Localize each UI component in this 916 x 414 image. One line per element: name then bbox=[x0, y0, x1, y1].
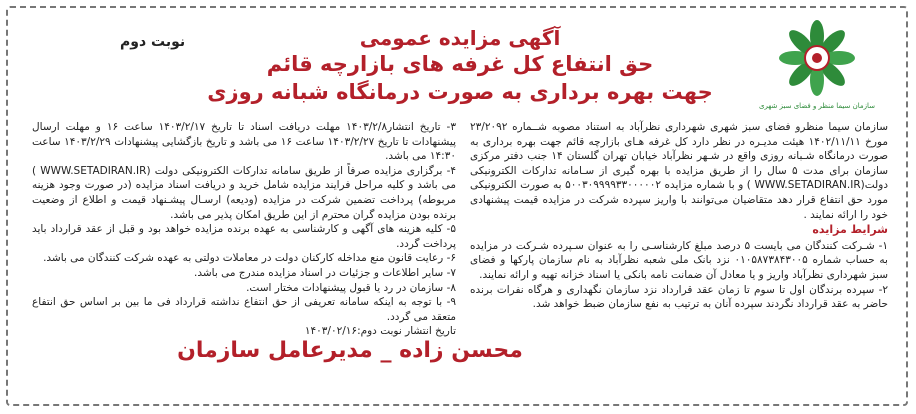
logo-caption: سازمان سیما منظر و فضای سبز شهری bbox=[758, 102, 876, 110]
condition-item: ۸- سازمان در رد یا قبول پیشنهادات مختار است. bbox=[246, 281, 456, 294]
publication-round-label: نوبت دوم bbox=[120, 34, 186, 50]
ad-subtitle-line2: جهت بهره برداری به صورت درمانگاه شبانه روزی bbox=[207, 80, 713, 104]
left-column bbox=[32, 120, 456, 339]
condition-item: ۵- کلیه هزینه های آگهی و کارشناسی به عهده برنده مزایده خواهد بود و قبل از عقد قرارداد باید پرداخت گردد. bbox=[32, 223, 456, 250]
ad-subtitle-line1: حق انتفاع کل غرفه های بازارچه قائم bbox=[266, 52, 654, 76]
condition-item: ۳- تاریخ انتشار۱۴۰۳/۲/۸ مهلت دریافت اسناد تا تاریخ ۱۴۰۳/۲/۱۷ ساعت ۱۶ و مهلت ارسال پیشنهادات تا تاریخ ۱۴۰۳/۲/۲۷ ساعت ۱۶ می باشد و تاریخ بازگشایی پیشنهادات ۱۴۰۳/۲/۲۹ ساعت ۱۴:۳۰ می باشد. bbox=[32, 121, 456, 163]
condition-item: ۷- سایر اطلاعات و جزئیات در اسناد مزایده مندرج می باشد. bbox=[193, 266, 456, 279]
leaf-emblem-icon bbox=[752, 18, 882, 118]
condition-item: ۴- برگزاری مزایده صرفاً از طریق سامانه تدارکات الکترونیکی دولت (WWW.SETADIRAN.IR ) می باشد و کلیه مراحل فرایند مزایده شامل خرید و دریافت اسناد مزایده (در صورت وجود هزینه مربوطه) پرداخت تضمین شرکت در مزایده (ودیعه) ارسـال پیشـنهاد قیمت و اطلاع از وضعیت برنده بودن مزایده گران محترم از این طریق امکان پذیر می باشد. bbox=[32, 164, 457, 221]
condition-item: ۱- شـرکت کنندگان می بایست ۵ درصد مبلغ کارشناسـی را به عنوان سـپرده شـرکت در مزایده به حساب شماره ۰۱۰۵۸۷۳۸۴۳۰۰۵ نزد بانک ملی شعبه نظرآباد به نام سازمان پارکها و فضای سبز شهرداری نظرآباد واریز و یا معادل آن ضمانت نامه بانکی یا اسناد خزانه تهیه و ارائه نمایند. bbox=[470, 239, 888, 281]
condition-item: ۹- با توجه به اینکه سامانه تعریفی از حق انتفاع نداشته قرارداد فی ما بین بر اساس حق انتفاع متعقد می گردد. bbox=[32, 296, 456, 323]
conditions-heading: شرایط مزایده bbox=[812, 223, 888, 237]
organization-logo bbox=[752, 18, 882, 118]
condition-item: ۶- رعایت قانون منع مداخله کارکنان دولت در معاملات دولتی به عهده شرکت کنندگان می باشد. bbox=[43, 252, 456, 265]
second-publication-date: تاریخ انتشار نوبت دوم:۱۴۰۳/۰۲/۱۶ bbox=[304, 325, 456, 338]
condition-item: ۲- سپرده برندگان اول تا سوم تا زمان عقد قرارداد نزد سازمان نگهداری و هرگاه نفرات برنده حاضر به عقد قرارداد نگردند سپرده آنان به ترتیب به نفع سازمان ضبط خواهد شد. bbox=[470, 283, 888, 311]
right-column bbox=[470, 120, 888, 312]
signature: محسن زاده _ مدیرعامل سازمان bbox=[177, 338, 523, 363]
ad-title: آگهی مزایده عمومی bbox=[359, 26, 561, 50]
intro-paragraph: سازمان سیما منظرو فضای سبز شهری شهرداری نظرآباد به استناد مصوبه شــماره ۲۳/۲۰۹۲ مورخ ۱۴۰۲/۱۱/۱۱ هیئت مدیـره در نظر دارد کل غرفه هـای بازارچه قائم جهت بهره برداری به صورت درمانگاه شـبانه روزی واقع در شـهر نظرآباد خیابان تهران گلستان ۱۴ جنب دفتر مرکزی سازمان برای مدت ۵ سال را از طریق مزایده با بهره گیری از سـامانه تدارکات الکترونیکی دولت(WWW.SETADIRAN.IR ) و با شماره مزایده ۵۰۰۳۰۹۹۹۹۳۳۰۰۰۰۰۲ به صورت الکترونیکی مورد حق انتفاع قرار دهد متقاضیان می‌توانند با واریز سپرده شرکت در مزایده قیمت پیشنهادی خود را ارائه نمایند . bbox=[470, 121, 888, 221]
